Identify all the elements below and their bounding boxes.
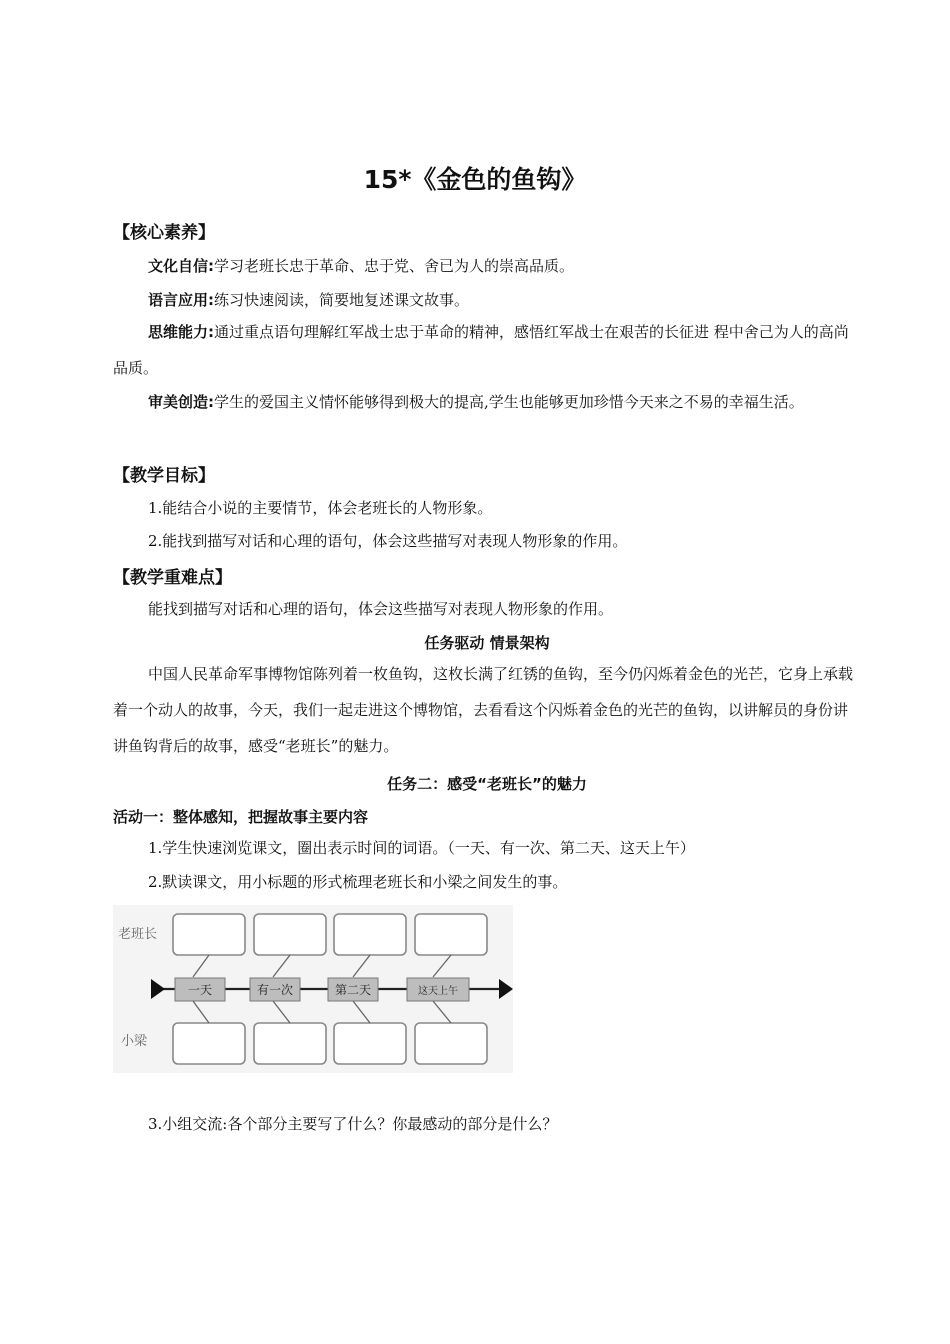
task2-step: 2.默读课文，用小标题的形式梳理老班长和小梁之间发生的事。 (148, 873, 568, 891)
key-points-text: 能找到描写对话和心理的语句，体会这些描写对表现人物形象的作用。 (148, 600, 614, 618)
time-label: 这天上午 (418, 986, 458, 997)
core-item-label: 语言应用: (148, 291, 214, 309)
top-box (415, 914, 487, 955)
top-box (173, 914, 245, 955)
bottom-box (415, 1023, 487, 1064)
top-box (334, 914, 406, 955)
goal-item: 2.能找到描写对话和心理的语句，体会这些描写对表现人物形象的作用。 (148, 532, 628, 550)
goal-item: 1.能结合小说的主要情节，体会老班长的人物形象。 (148, 499, 493, 517)
task-drive-heading: 任务驱动 情景架构 (424, 634, 550, 652)
core-item-text: 学习老班长忠于革命、忠于党、舍已为人的崇高品质。 (214, 257, 575, 275)
core-item-label: 思维能力: (148, 323, 214, 341)
task2-step: 3.小组交流:各个部分主要写了什么？你最感动的部分是什么？ (148, 1115, 558, 1133)
time-label: 有一次 (256, 983, 294, 997)
core-literacy-heading: 【核心素养】 (113, 223, 215, 243)
time-label: 一天 (187, 983, 213, 997)
core-item-aesthetic (113, 384, 861, 420)
core-item-thinking (113, 314, 861, 386)
core-item-text: 练习快速阅读，简要地复述课文故事。 (214, 291, 470, 309)
activity1-heading: 活动一：整体感知，把握故事主要内容 (113, 808, 369, 826)
key-points-heading: 【教学重难点】 (113, 568, 232, 588)
teaching-goals-heading: 【教学目标】 (113, 466, 215, 486)
core-item-label: 文化自信: (148, 257, 214, 275)
core-item-culture (113, 248, 861, 284)
core-item-text: 学生的爱国主义情怀能够得到极大的提高,学生也能够更加珍惜今天来之不易的幸福生活。 (214, 393, 804, 411)
diagram-label-laobanzhang: 老班长 (118, 927, 158, 942)
diagram-label-xiaoliang: 小梁 (121, 1034, 148, 1049)
task2-heading: 任务二：感受“老班长”的魅力 (387, 775, 587, 793)
top-box (254, 914, 326, 955)
bottom-box (254, 1023, 326, 1064)
bottom-box (173, 1023, 245, 1064)
time-label: 第二天 (334, 983, 372, 997)
bottom-box (334, 1023, 406, 1064)
task2-step: 1.学生快速浏览课文，圈出表示时间的词语。（一天、有一次、第二天、这天上午） (148, 839, 695, 857)
core-item-label: 审美创造: (148, 393, 214, 411)
core-item-text: 通过重点语句理解红军战士忠于革命的精神，感悟红军战士在艰苦的长征进 程中舍己为人的高尚品质。 (113, 323, 849, 377)
page-title: 15*《金色的鱼钩》 (363, 165, 587, 194)
core-item-language (113, 282, 861, 318)
task-drive-text: 中国人民革命军事博物馆陈列着一枚鱼钩，这枚长满了红锈的鱼钩，至今仍闪烁着金色的光芒，它身上承载着一个动人的故事，今天，我们一起走进这个博物馆，去看看这个闪烁着金色的光芒的鱼钩，以讲解员的身份讲讲鱼钩背后的故事，感受“老班长”的魅力。 (113, 665, 854, 755)
timeline-diagram (113, 905, 513, 1073)
